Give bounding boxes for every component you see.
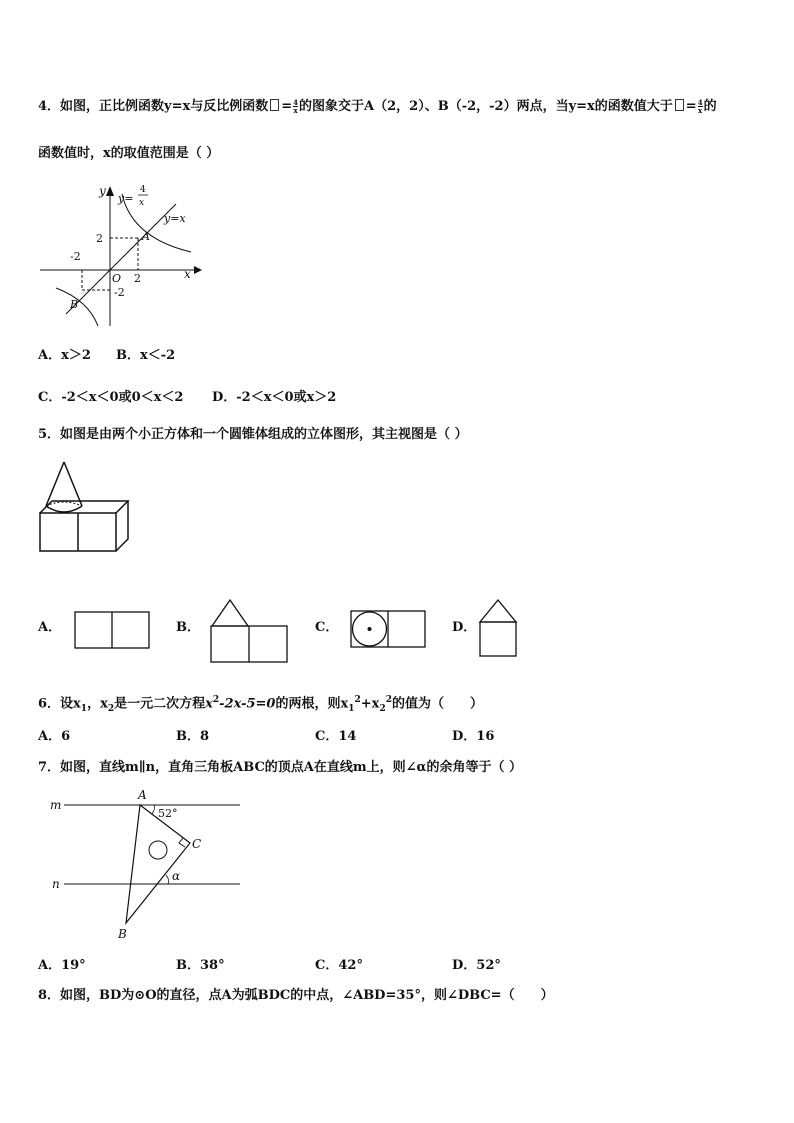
q5-solid-figure <box>38 460 132 556</box>
q4-stem-part-a: 4．如图，正比例函数y=x与反比例函数 <box>38 99 269 114</box>
q6-eq-sup: 2 <box>212 695 220 705</box>
q4-fraction <box>293 99 298 114</box>
q6-sub-4: 2 <box>379 703 386 714</box>
q6-option-a[interactable]: A．6 <box>38 729 71 744</box>
q4-stem-part-b: 的图象交于A（2，2）、B（-2，-2）两点，当y=x的函数值大于 <box>299 99 673 114</box>
q5-option-a-label[interactable]: A． <box>38 620 62 635</box>
q6-part-e: +x <box>360 696 380 712</box>
fraction-numerator: 4 <box>697 98 703 107</box>
fraction-denominator: x <box>293 106 298 115</box>
x-axis-arrow-icon <box>194 266 202 274</box>
curve-label-numerator: 4 <box>140 185 146 195</box>
q4-fraction-2 <box>698 99 703 114</box>
point-b-label: B <box>118 927 127 941</box>
q7-geometry-figure <box>48 786 248 944</box>
angle-alpha-label: α <box>172 869 181 883</box>
point-b-label: B <box>70 298 79 311</box>
q5-stem: 5．如图是由两个小正方体和一个圆锥体组成的立体图形，其主视图是（ ） <box>38 427 468 442</box>
y-axis-arrow-icon <box>106 186 114 196</box>
q7-option-c[interactable]: C．42° <box>315 958 363 973</box>
point-a-label: A <box>142 230 150 243</box>
missing-glyph-icon <box>270 99 279 111</box>
q5-option-b-label[interactable]: B． <box>176 620 200 635</box>
q6-eq-x: x <box>205 696 213 712</box>
triangle-abc <box>126 805 190 923</box>
missing-glyph-icon <box>675 99 684 111</box>
q6-sup-4: 2 <box>385 695 392 705</box>
q6-sub-1: 1 <box>80 703 88 714</box>
right-angle-mark <box>179 838 185 847</box>
q4-function-graph <box>36 178 206 330</box>
q6-eq-rest: -2x-5=0 <box>219 696 276 712</box>
tick-label-x-2: 2 <box>134 272 141 285</box>
angle-52-label: 52° <box>158 807 178 820</box>
q6-sup-3: 2 <box>354 695 361 705</box>
q4-stem-line2: 函数值时，x的取值范围是（ ） <box>38 146 220 161</box>
q5-option-c-label[interactable]: C． <box>315 620 339 635</box>
q7-option-b[interactable]: B．38° <box>176 958 225 973</box>
cubes-right-face <box>116 501 128 551</box>
q4-stem-part-c: 的 <box>703 99 717 114</box>
cone-base-front <box>46 506 82 512</box>
origin-label: O <box>112 272 122 285</box>
q5-option-c-figure[interactable] <box>350 609 426 649</box>
point-a-label: A <box>138 788 147 802</box>
q4-option-c[interactable]: C．-2＜x＜0或0＜x＜2 <box>38 390 184 405</box>
q7-option-d[interactable]: D．52° <box>452 958 501 973</box>
q6-stem <box>38 692 483 717</box>
q4-stem-line1 <box>38 99 717 115</box>
q5-option-d-label[interactable]: D． <box>452 620 477 635</box>
tick-label-y-2: 2 <box>96 232 103 245</box>
cone-right-edge <box>64 462 82 506</box>
q6-part-f: 的值为（ ） <box>391 696 483 712</box>
q5-option-b-figure[interactable] <box>210 598 288 664</box>
cone-left-edge <box>46 462 64 506</box>
cubes-top-face <box>40 501 128 513</box>
q5-option-d-figure[interactable] <box>478 598 520 660</box>
q6-part-c: 是一元二次方程 <box>114 696 206 712</box>
point-c-label: C <box>192 837 202 851</box>
q8-stem: 8．如图，BD为⊙O的直径，点A为弧BDC的中点，∠ABD=35°，则∠DBC=（ ） <box>38 988 554 1003</box>
q7-stem: 7．如图，直线m∥n，直角三角板ABC的顶点A在直线m上，则∠α的余角等于（ ） <box>38 760 523 775</box>
line-label: y=x <box>164 212 186 225</box>
q6-part-a: 6．设x <box>38 696 81 712</box>
line-n-label: n <box>52 877 60 891</box>
angle-alpha-arc <box>166 875 169 884</box>
q4-option-a[interactable]: A．x＞2 <box>38 348 91 363</box>
q6-option-d[interactable]: D．16 <box>452 729 495 744</box>
q4-option-d[interactable]: D．-2＜x＜0或x＞2 <box>212 390 337 405</box>
fraction-denominator: x <box>698 106 703 115</box>
curve-label-denominator: x <box>139 198 145 208</box>
line-m-label: m <box>50 798 62 812</box>
q4-equals-2: = <box>685 99 697 114</box>
q6-option-c[interactable]: C．14 <box>315 729 357 744</box>
q6-sub-3: 1 <box>348 703 355 714</box>
x-axis-label: x <box>184 267 191 281</box>
q4-equals: = <box>281 99 293 114</box>
q7-option-a[interactable]: A．19° <box>38 958 86 973</box>
angle-52-arc <box>152 805 155 814</box>
q4-option-b[interactable]: B．x＜-2 <box>116 348 176 363</box>
fraction-numerator: 4 <box>293 98 299 107</box>
tick-label-y-neg2: -2 <box>114 286 125 299</box>
q6-option-b[interactable]: B．8 <box>176 729 210 744</box>
curve-label-prefix: y= <box>118 192 134 205</box>
tick-label-x-neg2: -2 <box>70 250 81 263</box>
q6-sub-2: 2 <box>107 703 115 714</box>
q6-part-b: ，x <box>87 696 108 712</box>
q6-part-d: 的两根，则x <box>275 696 349 712</box>
y-axis-label: y <box>99 184 106 198</box>
q5-option-a-figure[interactable] <box>74 611 150 649</box>
triangle-hole <box>149 841 167 859</box>
